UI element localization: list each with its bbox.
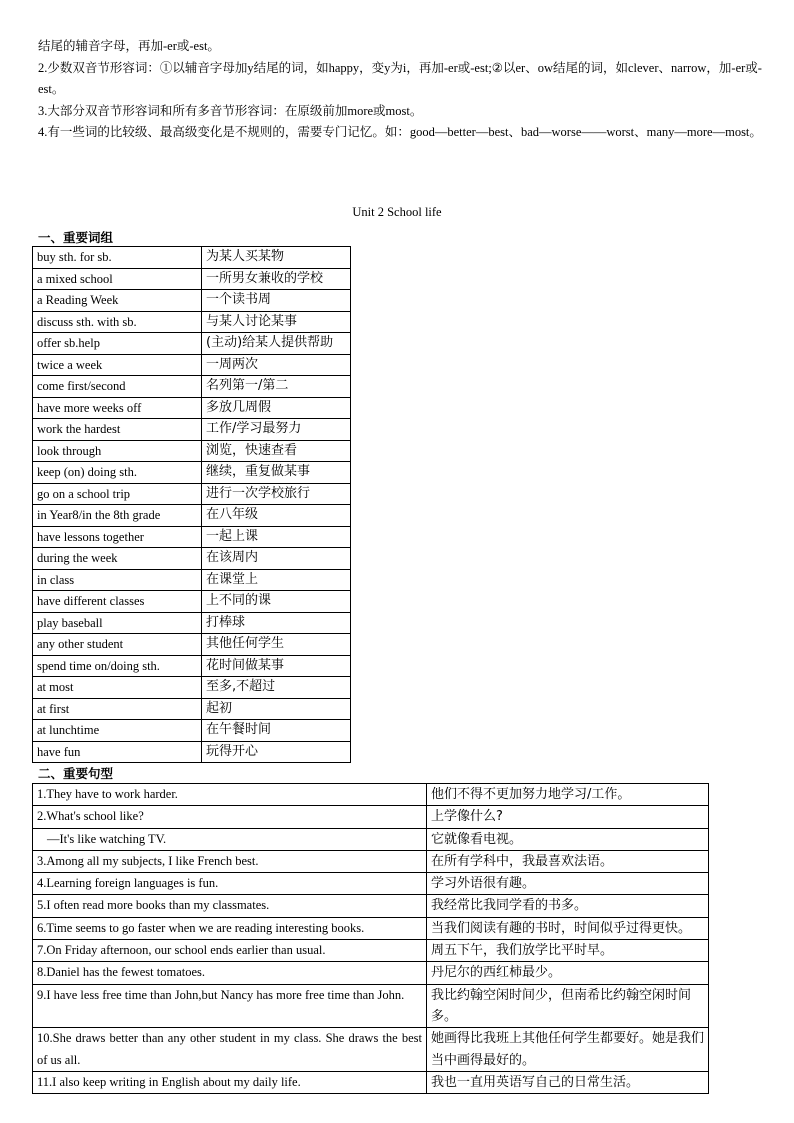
english-cell: any other student	[33, 634, 202, 656]
phrases-table	[32, 246, 351, 763]
chinese-cell: 学习外语很有趣。	[427, 873, 709, 895]
table-row	[33, 440, 351, 462]
chinese-cell: 其他任何学生	[202, 634, 351, 656]
english-cell: go on a school trip	[33, 483, 202, 505]
table-row	[33, 354, 351, 376]
english-cell: offer sb.help	[33, 333, 202, 355]
table-row	[33, 895, 709, 917]
chinese-cell: 她画得比我班上其他任何学生都要好。她是我们当中画得最好的。	[427, 1028, 709, 1072]
english-cell: in Year8/in the 8th grade	[33, 505, 202, 527]
chinese-cell: 在八年级	[202, 505, 351, 527]
table-row	[33, 419, 351, 441]
chinese-cell: 我经常比我同学看的书多。	[427, 895, 709, 917]
english-cell: 9.I have less free time than John,but Nancy has more free time than John.	[33, 984, 427, 1028]
table-row	[33, 741, 351, 763]
table-row	[33, 1028, 709, 1072]
english-cell: play baseball	[33, 612, 202, 634]
intro-text	[38, 36, 773, 144]
chinese-cell: 浏览，快速查看	[202, 440, 351, 462]
section-heading-sentences: 二、重要句型	[38, 766, 114, 781]
english-cell: have lessons together	[33, 526, 202, 548]
table-row	[33, 634, 351, 656]
chinese-cell: 在所有学科中，我最喜欢法语。	[427, 850, 709, 872]
table-row	[33, 290, 351, 312]
english-cell: spend time on/doing sth.	[33, 655, 202, 677]
table-row	[33, 677, 351, 699]
table-row	[33, 591, 351, 613]
english-cell: during the week	[33, 548, 202, 570]
table-row	[33, 612, 351, 634]
english-cell: at most	[33, 677, 202, 699]
table-row	[33, 462, 351, 484]
english-cell: 3.Among all my subjects, I like French best.	[33, 850, 427, 872]
chinese-cell: 在午餐时间	[202, 720, 351, 742]
english-cell: 1.They have to work harder.	[33, 784, 427, 806]
chinese-cell: 多放几周假	[202, 397, 351, 419]
chinese-cell: 继续，重复做某事	[202, 462, 351, 484]
section-heading-phrases: 一、重要词组	[38, 230, 114, 245]
chinese-cell: 在课堂上	[202, 569, 351, 591]
table-row	[33, 376, 351, 398]
table-row	[33, 873, 709, 895]
chinese-cell: 他们不得不更加努力地学习/工作。	[427, 784, 709, 806]
english-cell: a mixed school	[33, 268, 202, 290]
english-cell: 8.Daniel has the fewest tomatoes.	[33, 962, 427, 984]
chinese-cell: 丹尼尔的西红柿最少。	[427, 962, 709, 984]
table-row	[33, 247, 351, 269]
chinese-cell: 一个读书周	[202, 290, 351, 312]
english-cell: 6.Time seems to go faster when we are reading interesting books.	[33, 917, 427, 939]
english-cell: have fun	[33, 741, 202, 763]
table-row	[33, 962, 709, 984]
chinese-cell: 花时间做某事	[202, 655, 351, 677]
chinese-cell: 一周两次	[202, 354, 351, 376]
chinese-cell: 一起上课	[202, 526, 351, 548]
english-cell: 11.I also keep writing in English about my daily life.	[33, 1071, 427, 1093]
chinese-cell: 起初	[202, 698, 351, 720]
table-row	[33, 806, 709, 828]
table-row	[33, 828, 709, 850]
table-row	[33, 333, 351, 355]
table-row	[33, 397, 351, 419]
english-cell: 10.She draws better than any other student in my class. She draws the best of us all.	[33, 1028, 427, 1072]
english-cell: keep (on) doing sth.	[33, 462, 202, 484]
table-row	[33, 569, 351, 591]
table-row	[33, 720, 351, 742]
english-cell: buy sth. for sb.	[33, 247, 202, 269]
chinese-cell: 在该周内	[202, 548, 351, 570]
english-cell: 4.Learning foreign languages is fun.	[33, 873, 427, 895]
english-cell: work the hardest	[33, 419, 202, 441]
chinese-cell: 与某人讨论某事	[202, 311, 351, 333]
english-cell: come first/second	[33, 376, 202, 398]
chinese-cell: 我比约翰空闲时间少，但南希比约翰空闲时间多。	[427, 984, 709, 1028]
chinese-cell: 上不同的课	[202, 591, 351, 613]
chinese-cell: (主动)给某人提供帮助	[202, 333, 351, 355]
table-row	[33, 526, 351, 548]
english-cell: 2.What's school like?	[33, 806, 427, 828]
table-row	[33, 940, 709, 962]
chinese-cell: 它就像看电视。	[427, 828, 709, 850]
intro-line-2: 2.少数双音节形容词：①以辅音字母加y结尾的词，如happy，变y为i，再加-er或-est;②以er、ow结尾的词，如clever、narrow，加-er或-est。	[38, 60, 762, 96]
english-cell: twice a week	[33, 354, 202, 376]
table-row	[33, 784, 709, 806]
chinese-cell: 一所男女兼收的学校	[202, 268, 351, 290]
table-row	[33, 311, 351, 333]
chinese-cell: 周五下午，我们放学比平时早。	[427, 940, 709, 962]
table-row	[33, 984, 709, 1028]
table-row	[33, 505, 351, 527]
english-cell: have different classes	[33, 591, 202, 613]
unit-title: Unit 2 School life	[352, 205, 442, 219]
chinese-cell: 工作/学习最努力	[202, 419, 351, 441]
table-row	[33, 655, 351, 677]
chinese-cell: 至多,不超过	[202, 677, 351, 699]
chinese-cell: 玩得开心	[202, 741, 351, 763]
english-cell: 7.On Friday afternoon, our school ends earlier than usual.	[33, 940, 427, 962]
english-cell: look through	[33, 440, 202, 462]
chinese-cell: 进行一次学校旅行	[202, 483, 351, 505]
table-row	[33, 483, 351, 505]
intro-line-4: 4.有一些词的比较级、最高级变化是不规则的，需要专门记忆。如：good—better—best、bad—worse——worst、many—more—most。	[38, 125, 762, 139]
chinese-cell: 为某人买某物	[202, 247, 351, 269]
english-cell: 5.I often read more books than my classmates.	[33, 895, 427, 917]
table-row	[33, 850, 709, 872]
table-row	[33, 917, 709, 939]
chinese-cell: 名列第一/第二	[202, 376, 351, 398]
chinese-cell: 上学像什么?	[427, 806, 709, 828]
intro-line-3: 3.大部分双音节形容词和所有多音节形容词：在原级前加more或most。	[38, 103, 423, 118]
chinese-cell: 打棒球	[202, 612, 351, 634]
intro-line-1: 结尾的辅音字母，再加-er或-est。	[38, 39, 220, 53]
english-cell: at lunchtime	[33, 720, 202, 742]
table-row	[33, 268, 351, 290]
sentences-table	[32, 783, 709, 1094]
chinese-cell: 当我们阅读有趣的书时，时间似乎过得更快。	[427, 917, 709, 939]
table-row	[33, 1071, 709, 1093]
chinese-cell: 我也一直用英语写自己的日常生活。	[427, 1071, 709, 1093]
english-cell: in class	[33, 569, 202, 591]
table-row	[33, 698, 351, 720]
english-cell: a Reading Week	[33, 290, 202, 312]
english-cell: discuss sth. with sb.	[33, 311, 202, 333]
english-cell: have more weeks off	[33, 397, 202, 419]
english-cell: —It's like watching TV.	[33, 828, 427, 850]
english-cell: at first	[33, 698, 202, 720]
table-row	[33, 548, 351, 570]
